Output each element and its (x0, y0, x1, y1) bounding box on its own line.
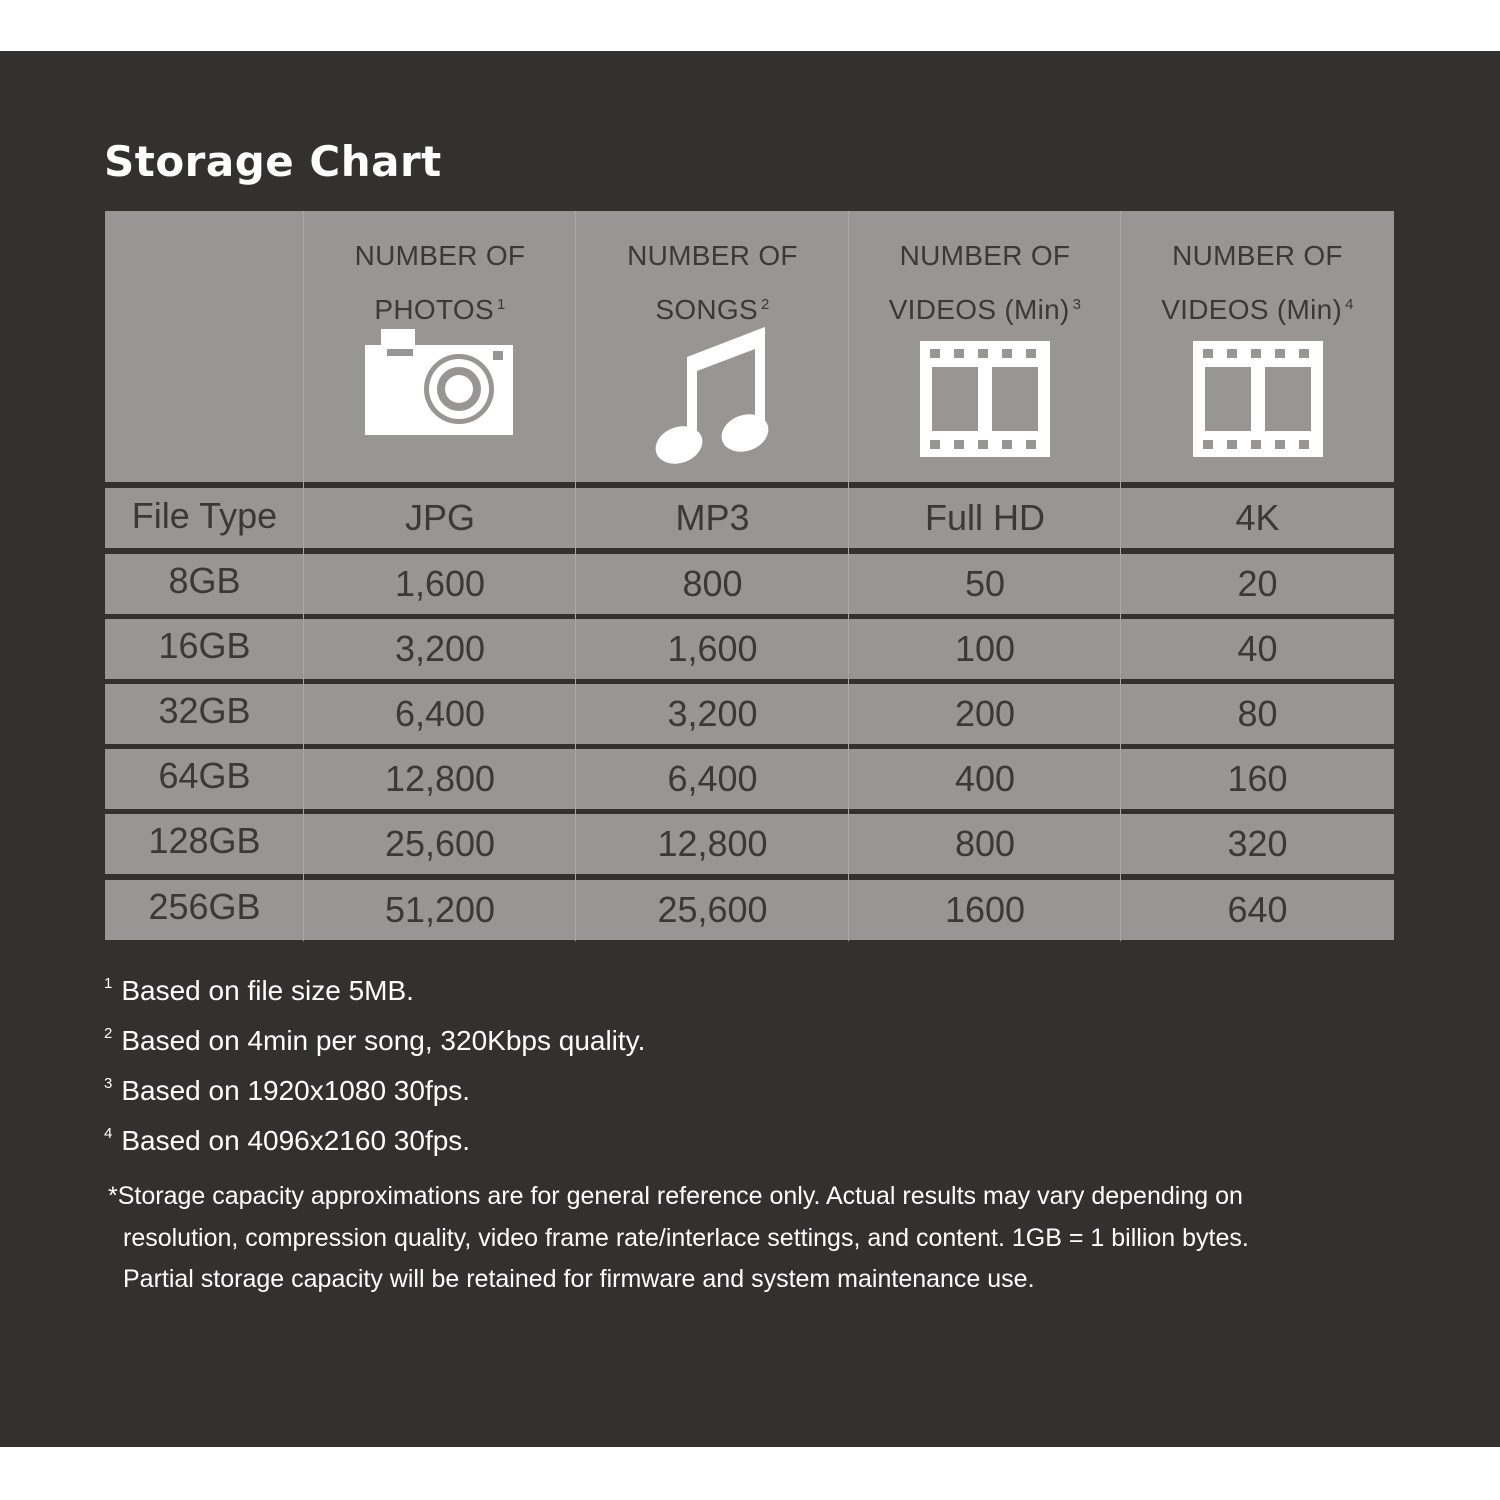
header-footnote-mark: 3 (1072, 296, 1082, 313)
footnote-text: Based on file size 5MB. (121, 975, 414, 1006)
capacity-label: 64GB (158, 755, 251, 796)
header-songs (576, 211, 849, 482)
disclaimer (108, 1176, 1388, 1301)
table-cell: 3,200 (394, 628, 486, 669)
header-corner-cell (105, 211, 304, 482)
footnote (104, 962, 645, 1012)
table-cell: 51,200 (384, 889, 496, 930)
table-cell: 800 (682, 563, 743, 604)
header-videos-4k (1121, 211, 1394, 482)
footnotes (104, 962, 645, 1162)
table-cell: 6,400 (667, 758, 758, 799)
column-divider (848, 211, 849, 941)
table-cell: 12,800 (657, 823, 768, 864)
table-cell: 200 (954, 693, 1016, 734)
table-cell: 12,800 (384, 758, 496, 799)
table-row (105, 619, 1394, 679)
header-line1: NUMBER OF (899, 240, 1071, 271)
table-cell: 320 (1227, 823, 1288, 864)
disclaimer-line: *Storage capacity approximations are for general reference only. Actual results may vary depending on (108, 1182, 1243, 1210)
footnote (104, 1062, 645, 1112)
table-row (105, 880, 1394, 940)
header-line2: VIDEOS (Min) (1161, 294, 1343, 325)
chart-title: Storage Chart (104, 137, 442, 186)
capacity-label: 16GB (158, 625, 251, 666)
table-cell: 3,200 (667, 693, 758, 734)
table-cell: 4K (1235, 497, 1280, 538)
table-cell: 1,600 (667, 628, 758, 669)
table-cell: Full HD (924, 497, 1045, 538)
table-row (105, 684, 1394, 744)
column-divider (575, 211, 576, 941)
table-cell: 40 (1237, 628, 1278, 669)
header-footnote-mark: 2 (760, 296, 770, 313)
header-line2: SONGS (655, 294, 758, 325)
footnote-text: Based on 4096x2160 30fps. (121, 1125, 471, 1156)
table-cell: 80 (1237, 693, 1278, 734)
disclaimer-line: resolution, compression quality, video frame rate/interlace settings, and content. 1GB = 1 billion bytes. (123, 1223, 1249, 1252)
row-header-label: File Type (131, 495, 278, 536)
table-cell: 1600 (944, 889, 1026, 930)
header-line2: PHOTOS (374, 294, 494, 325)
table-cell: 50 (964, 563, 1006, 604)
disclaimer-line: Partial storage capacity will be retained for firmware and system maintenance use. (123, 1265, 1035, 1293)
film-strip-icon (1193, 341, 1323, 457)
header-line1: NUMBER OF (1172, 240, 1343, 271)
capacity-label: 32GB (158, 690, 251, 731)
footnote-text: Based on 4min per song, 320Kbps quality. (121, 1025, 646, 1056)
camera-icon (365, 329, 515, 437)
table-row (105, 749, 1394, 809)
table-cell: 25,600 (657, 889, 768, 930)
capacity-label: 128GB (148, 820, 261, 861)
capacity-label: 8GB (168, 560, 241, 601)
footnote (104, 1112, 645, 1162)
table-row (105, 554, 1394, 614)
table-cell: 100 (954, 628, 1016, 669)
header-line1: NUMBER OF (354, 240, 526, 271)
column-divider (303, 211, 304, 941)
table-cell: 25,600 (384, 823, 496, 864)
table-cell: 20 (1237, 563, 1278, 604)
table-cell: 1,600 (394, 563, 486, 604)
footnote-text: Based on 1920x1080 30fps. (121, 1075, 471, 1106)
table-row (105, 814, 1394, 874)
footnote-mark: 1 (104, 975, 113, 992)
film-strip-icon (920, 341, 1050, 457)
table-cell: MP3 (675, 497, 750, 538)
table-cell: 640 (1227, 889, 1288, 930)
footnote-mark: 3 (104, 1075, 113, 1092)
table-cell: 160 (1227, 758, 1288, 799)
footnote (104, 1012, 645, 1062)
file-type-row (105, 488, 1394, 548)
header-footnote-mark: 4 (1345, 296, 1354, 313)
header-footnote-mark: 1 (496, 296, 506, 313)
footnote-mark: 2 (104, 1025, 113, 1042)
header-line2: VIDEOS (Min) (888, 294, 1070, 325)
table-header-row (105, 211, 1394, 482)
table-cell: JPG (404, 497, 475, 538)
table-cell: 400 (954, 758, 1016, 799)
capacity-label: 256GB (148, 886, 261, 927)
table-cell: 800 (954, 823, 1016, 864)
header-photos (304, 211, 576, 482)
header-line1: NUMBER OF (627, 240, 798, 271)
column-divider (1120, 211, 1121, 941)
header-videos-fullhd (849, 211, 1121, 482)
music-note-icon (655, 327, 771, 465)
footnote-mark: 4 (104, 1125, 113, 1142)
table-cell: 6,400 (394, 693, 486, 734)
